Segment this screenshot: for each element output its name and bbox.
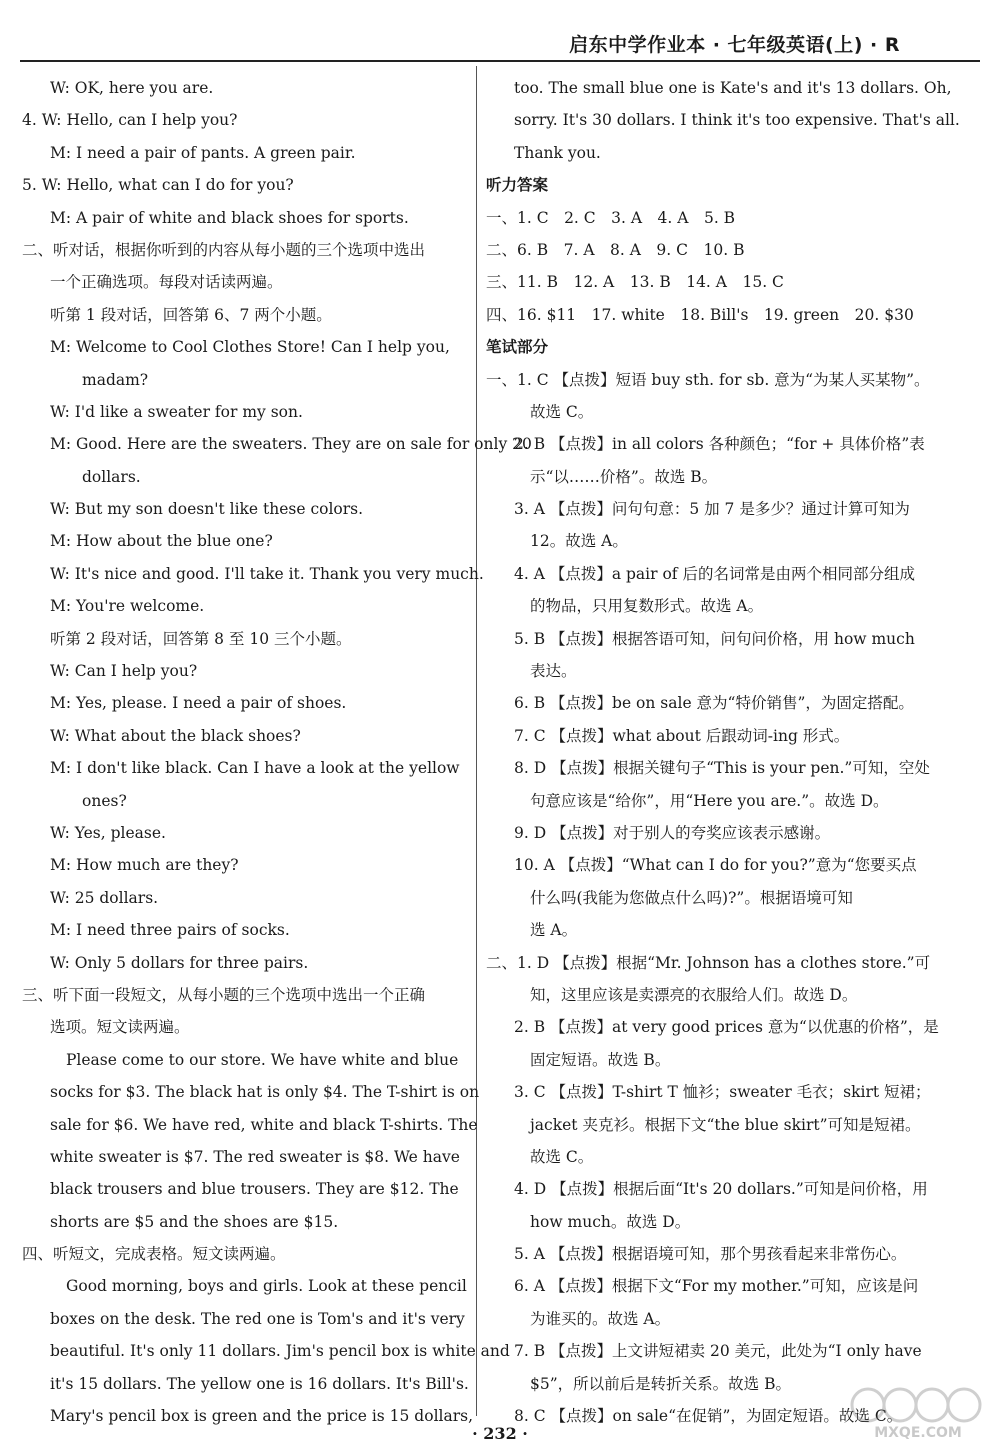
text-line: 听第 1 段对话，回答第 6、7 两个小题。 xyxy=(50,305,332,324)
text-line: shorts are $5 and the shoes are $15. xyxy=(50,1212,339,1231)
text-line: jacket 夹克衫。根据下文“the blue skirt”可知是短裙。 xyxy=(530,1115,921,1134)
page-header xyxy=(20,0,980,64)
watermark-text: MXQE.COM xyxy=(874,1425,962,1441)
text-line: W: But my son doesn't like these colors. xyxy=(50,500,364,519)
page-number: · 232 · xyxy=(472,1424,528,1443)
text-line: 6. B 【点拨】be on sale 意为“特价销售”，为固定搭配。 xyxy=(514,694,914,713)
header-rule xyxy=(20,60,980,62)
text-line: M: I need three pairs of socks. xyxy=(50,921,290,940)
text-line: W: I'd like a sweater for my son. xyxy=(50,402,303,421)
text-line: $5”，所以前后是转折关系。故选 B。 xyxy=(530,1374,791,1393)
text-line: W: Only 5 dollars for three pairs. xyxy=(50,953,309,972)
text-line: madam? xyxy=(82,370,149,389)
text-line: 4. D 【点拨】根据后面“It's 20 dollars.”可知是问价格，用 xyxy=(514,1180,928,1199)
text-line: 知，这里应该是卖漂亮的衣服给人们。故选 D。 xyxy=(530,985,858,1004)
text-line: 四、听短文，完成表格。短文读两遍。 xyxy=(22,1245,286,1264)
text-line: sorry. It's 30 dollars. I think it's too expensive. That's all. xyxy=(514,111,960,130)
text-line: M: Yes, please. I need a pair of shoes. xyxy=(50,694,347,713)
text-line: 示“以……价格”。故选 B。 xyxy=(530,467,718,486)
text-line: 三、11. B 12. A 13. B 14. A 15. C xyxy=(486,273,784,292)
text-line: socks for $3. The black hat is only $4. The T-shirt is on xyxy=(50,1083,480,1102)
text-line: 2. B 【点拨】at very good prices 意为“以优惠的价格”，是 xyxy=(514,1018,939,1037)
text-line: W: Yes, please. xyxy=(50,823,166,842)
text-line: 2. B 【点拨】in all colors 各种颜色；“for + 具体价格”表 xyxy=(514,435,925,454)
text-line: 9. D 【点拨】对于别人的夸奖应该表示感谢。 xyxy=(514,823,831,842)
book-title: 启东中学作业本 · 七年级英语(上) · R xyxy=(569,34,900,56)
text-line: M: How much are they? xyxy=(50,856,239,875)
text-line: W: OK, here you are. xyxy=(50,79,214,97)
text-line: 4. W: Hello, can I help you? xyxy=(22,111,238,130)
text-line: 二、6. B 7. A 8. A 9. C 10. B xyxy=(486,240,745,259)
right-column xyxy=(486,72,960,1432)
text-line: 4. A 【点拨】a pair of 后的名词常是由两个相同部分组成 xyxy=(514,564,915,583)
text-line: 3. A 【点拨】问句句意：5 加 7 是多少？通过计算可知为 xyxy=(514,500,910,519)
text-line: 6. A 【点拨】根据下文“For my mother.”可知，应该是问 xyxy=(514,1277,919,1296)
text-line: M: Welcome to Cool Clothes Store! Can I help you, xyxy=(50,338,450,357)
text-line: 故选 C。 xyxy=(530,402,594,421)
text-line: 一、1. C 【点拨】短语 buy sth. for sb. 意为“为某人买某物”。 xyxy=(486,370,930,389)
text-line: 一、1. C 2. C 3. A 4. A 5. B xyxy=(486,208,736,227)
text-line: Mary's pencil box is green and the price is 15 dollars, xyxy=(50,1407,474,1426)
text-line: M: I don't like black. Can I have a look at the yellow xyxy=(50,759,460,778)
column-divider xyxy=(476,66,477,1416)
text-line: 3. C 【点拨】T-shirt T 恤衫；sweater 毛衣；skirt 短裙； xyxy=(514,1083,931,1102)
text-line: M: You're welcome. xyxy=(50,597,205,616)
text-line: W: 25 dollars. xyxy=(50,888,159,907)
text-line: sale for $6. We have red, white and black T-shirts. The xyxy=(50,1115,478,1134)
text-line: white sweater is $7. The red sweater is $8. We have xyxy=(50,1147,460,1166)
text-line: 表达。 xyxy=(530,662,577,681)
text-line: 四、16. $11 17. white 18. Bill's 19. green 20. $30 xyxy=(486,305,914,324)
text-line: 听第 2 段对话，回答第 8 至 10 三个小题。 xyxy=(50,629,352,648)
text-line: 选 A。 xyxy=(530,921,578,940)
text-line: black trousers and blue trousers. They are $12. The xyxy=(50,1180,459,1199)
text-line: Good morning, boys and girls. Look at these pencil xyxy=(66,1277,467,1296)
text-line: 固定短语。故选 B。 xyxy=(530,1050,671,1069)
text-line: M: Good. Here are the sweaters. They are on sale for only 20 xyxy=(50,435,532,454)
text-line: 选项。短文读两遍。 xyxy=(50,1018,190,1037)
text-line: 8. D 【点拨】根据关键句子“This is your pen.”可知，空处 xyxy=(514,759,930,778)
text-line: 8. C 【点拨】on sale“在促销”，为固定短语。故选 C。 xyxy=(514,1407,903,1426)
text-line: 5. B 【点拨】根据答语可知，问句问价格，用 how much xyxy=(514,629,915,648)
text-line: it's 15 dollars. The yellow one is 16 dollars. It's Bill's. xyxy=(50,1374,469,1393)
text-line: 一个正确选项。每段对话读两遍。 xyxy=(50,273,283,292)
text-line: W: It's nice and good. I'll take it. Thank you very much. xyxy=(50,564,484,583)
text-line: Thank you. xyxy=(514,143,601,162)
text-line: dollars. xyxy=(82,467,141,486)
text-line: 什么吗(我能为您做点什么吗)?”。根据语境可知 xyxy=(530,888,853,907)
section-heading: 听力答案 xyxy=(486,176,549,195)
text-line: too. The small blue one is Kate's and it's 13 dollars. Oh, xyxy=(514,79,952,97)
text-line: 12。故选 A。 xyxy=(530,532,628,551)
text-line: 二、听对话，根据你听到的内容从每小题的三个选项中选出 xyxy=(22,240,426,259)
text-line: 10. A 【点拨】“What can I do for you?”意为“您要买点 xyxy=(514,856,917,875)
text-line: beautiful. It's only 11 dollars. Jim's pencil box is white and xyxy=(50,1342,510,1361)
text-line: W: What about the black shoes? xyxy=(50,726,301,745)
text-line: 句意应该是“给你”，用“Here you are.”。故选 D。 xyxy=(530,791,889,810)
watermark-logo xyxy=(848,1383,988,1443)
text-line: 三、听下面一段短文，从每小题的三个选项中选出一个正确 xyxy=(22,985,426,1004)
text-line: 的物品，只用复数形式。故选 A。 xyxy=(530,597,764,616)
text-line: Please come to our store. We have white and blue xyxy=(66,1050,459,1069)
text-line: 7. B 【点拨】上文讲短裙卖 20 美元，此处为“I only have xyxy=(514,1342,922,1361)
section-heading: 笔试部分 xyxy=(486,338,549,357)
text-line: M: How about the blue one? xyxy=(50,532,273,551)
text-line: how much。故选 D。 xyxy=(530,1212,691,1231)
text-line: 二、1. D 【点拨】根据“Mr. Johnson has a clothes store.”可 xyxy=(486,953,931,972)
text-line: 为谁买的。故选 A。 xyxy=(530,1309,671,1328)
text-line: 5. W: Hello, what can I do for you? xyxy=(22,176,294,195)
text-line: 故选 C。 xyxy=(530,1147,594,1166)
text-line: 5. A 【点拨】根据语境可知，那个男孩看起来非常伤心。 xyxy=(514,1245,907,1264)
text-line: W: Can I help you? xyxy=(50,662,198,681)
text-line: ones? xyxy=(82,791,127,810)
text-line: M: A pair of white and black shoes for sports. xyxy=(50,208,409,227)
watermark-icon xyxy=(848,1383,988,1443)
text-line: M: I need a pair of pants. A green pair. xyxy=(50,143,356,162)
text-line: 7. C 【点拨】what about 后跟动词-ing 形式。 xyxy=(514,726,850,745)
text-line: boxes on the desk. The red one is Tom's and it's very xyxy=(50,1309,465,1328)
